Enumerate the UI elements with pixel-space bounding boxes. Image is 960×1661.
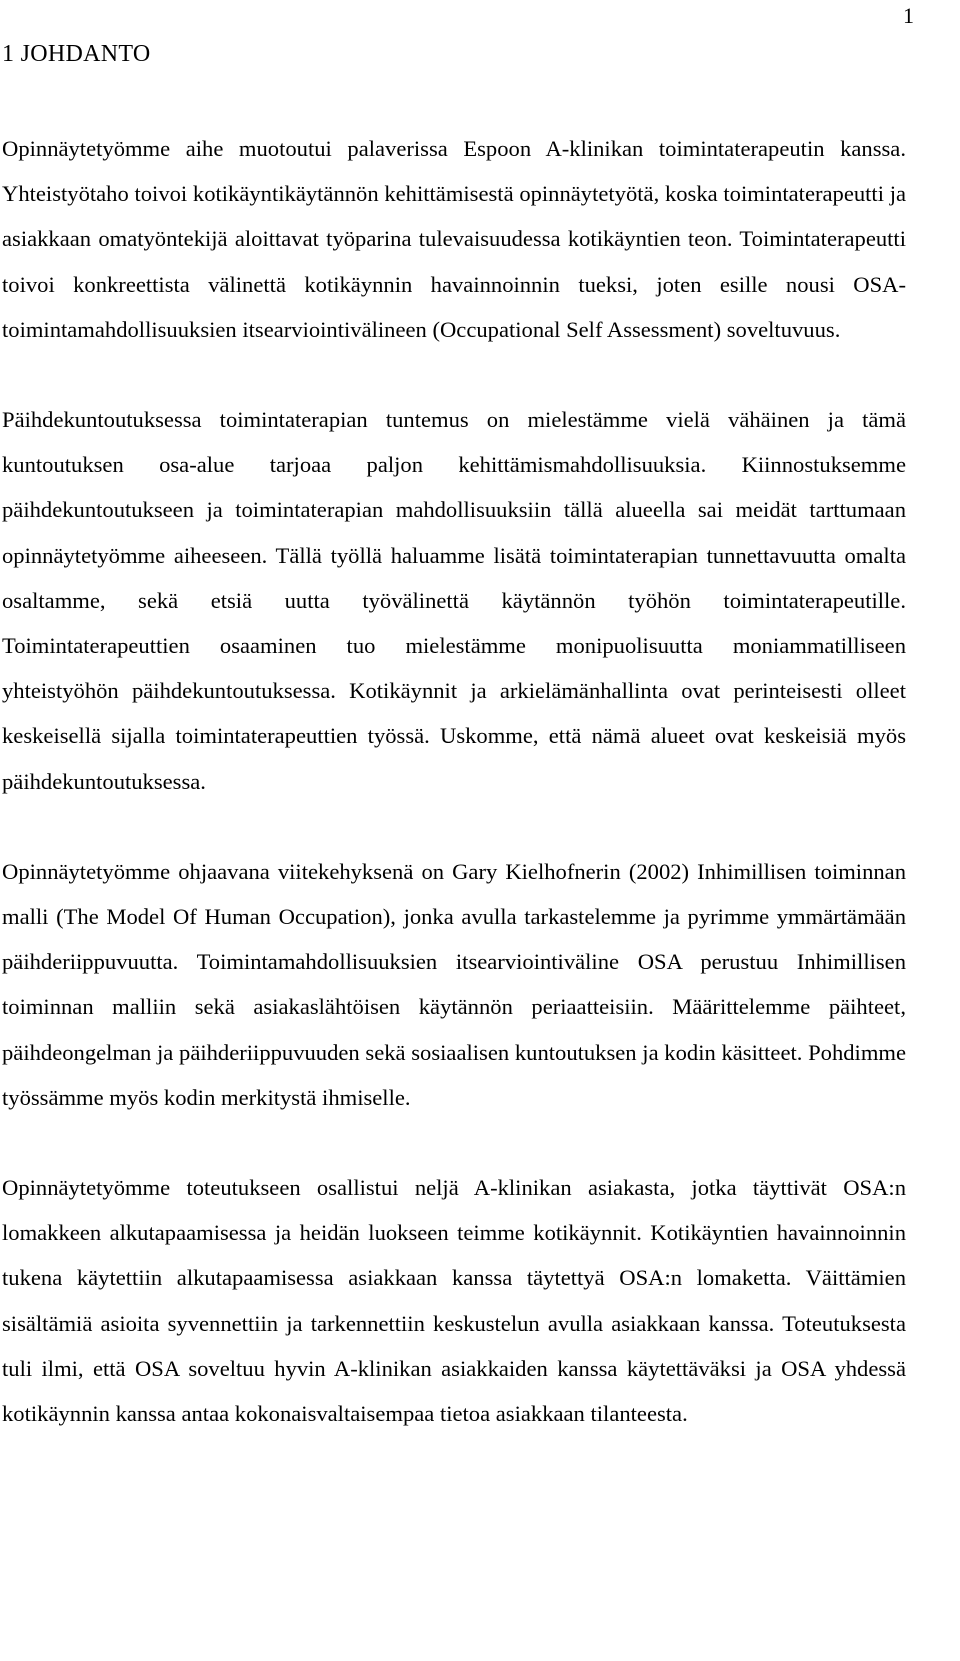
paragraph-1: Opinnäytetyömme aihe muotoutui palaverissa Espoon A-klinikan toimintaterapeutin kanssa. Yhteistyötaho toivoi kotikäyntikäytännön kehittämisestä opinnäytetyötä, koska toimintaterapeutti ja asiakkaan omatyöntekijä aloittavat työparina tulevaisuudessa kotikäyntien teon. Toimintaterapeutti toivoi konkreettista välinettä kotikäynnin havainnoinnin tueksi, joten esille nousi OSA- toimintamahdollisuuksien itsearviointivälineen (Occupational Self Assessment) soveltuvuus.: [2, 136, 906, 342]
chapter-heading: 1 JOHDANTO: [2, 41, 151, 67]
paragraph-2: Päihdekuntoutuksessa toimintaterapian tuntemus on mielestämme vielä vähäinen ja tämä kuntoutuksen osa-alue tarjoaa paljon kehittämismahdollisuuksia. Kiinnostuksemme päihdekuntoutukseen ja toimintaterapian mahdollisuuksiin tällä alueella sai meidät tarttumaan opinnäytetyömme aiheeseen. Tällä työllä haluamme lisätä toimintaterapian tunnettavuutta omalta osaltamme, sekä etsiä uutta työvälinettä käytännön työhön toimintaterapeutille. Toimintaterapeuttien osaaminen tuo mielestämme monipuolisuutta moniammatilliseen yhteistyöhön päihdekuntoutuksessa. Kotikäynnit ja arkielämänhallinta ovat perinteisesti olleet keskeisellä sijalla toimintaterapeuttien työssä. Uskomme, että nämä alueet ovat keskeisiä myös päihdekuntoutuksessa.: [2, 407, 906, 794]
paragraph-4: Opinnäytetyömme toteutukseen osallistui neljä A-klinikan asiakasta, jotka täyttivät OSA:n lomakkeen alkutapaamisessa ja heidän luokseen teimme kotikäynnit. Kotikäyntien havainnoinnin tukena käytettiin alkutapaamisessa asiakkaan kanssa täytettyä OSA:n lomaketta. Väittämien sisältämiä asioita syvennettiin ja tarkennettiin keskustelun avulla asiakkaan kanssa. Toteutuksesta tuli ilmi, että OSA soveltuu hyvin A-klinikan asiakkaiden kanssa käytettäväksi ja OSA yhdessä kotikäynnin kanssa antaa kokonaisvaltaisempaa tietoa asiakkaan tilanteesta.: [2, 1175, 906, 1427]
page-number: 1: [903, 3, 914, 28]
document-body: [2, 36, 906, 1436]
paragraph-3: Opinnäytetyömme ohjaavana viitekehyksenä on Gary Kielhofnerin (2002) Inhimillisen toiminnan malli (The Model Of Human Occupation), jonka avulla tarkastelemme ja pyrimme ymmärtämään päihderiippuvuutta. Toimintamahdollisuuksien itsearviointiväline OSA perustuu Inhimillisen toiminnan malliin sekä asiakaslähtöisen käytännön periaatteisiin. Määrittelemme päihteet, päihdeongelman ja päihderiippuvuuden sekä sosiaalisen kuntoutuksen ja kodin käsitteet. Pohdimme työssämme myös kodin merkitystä ihmiselle.: [2, 858, 906, 1110]
